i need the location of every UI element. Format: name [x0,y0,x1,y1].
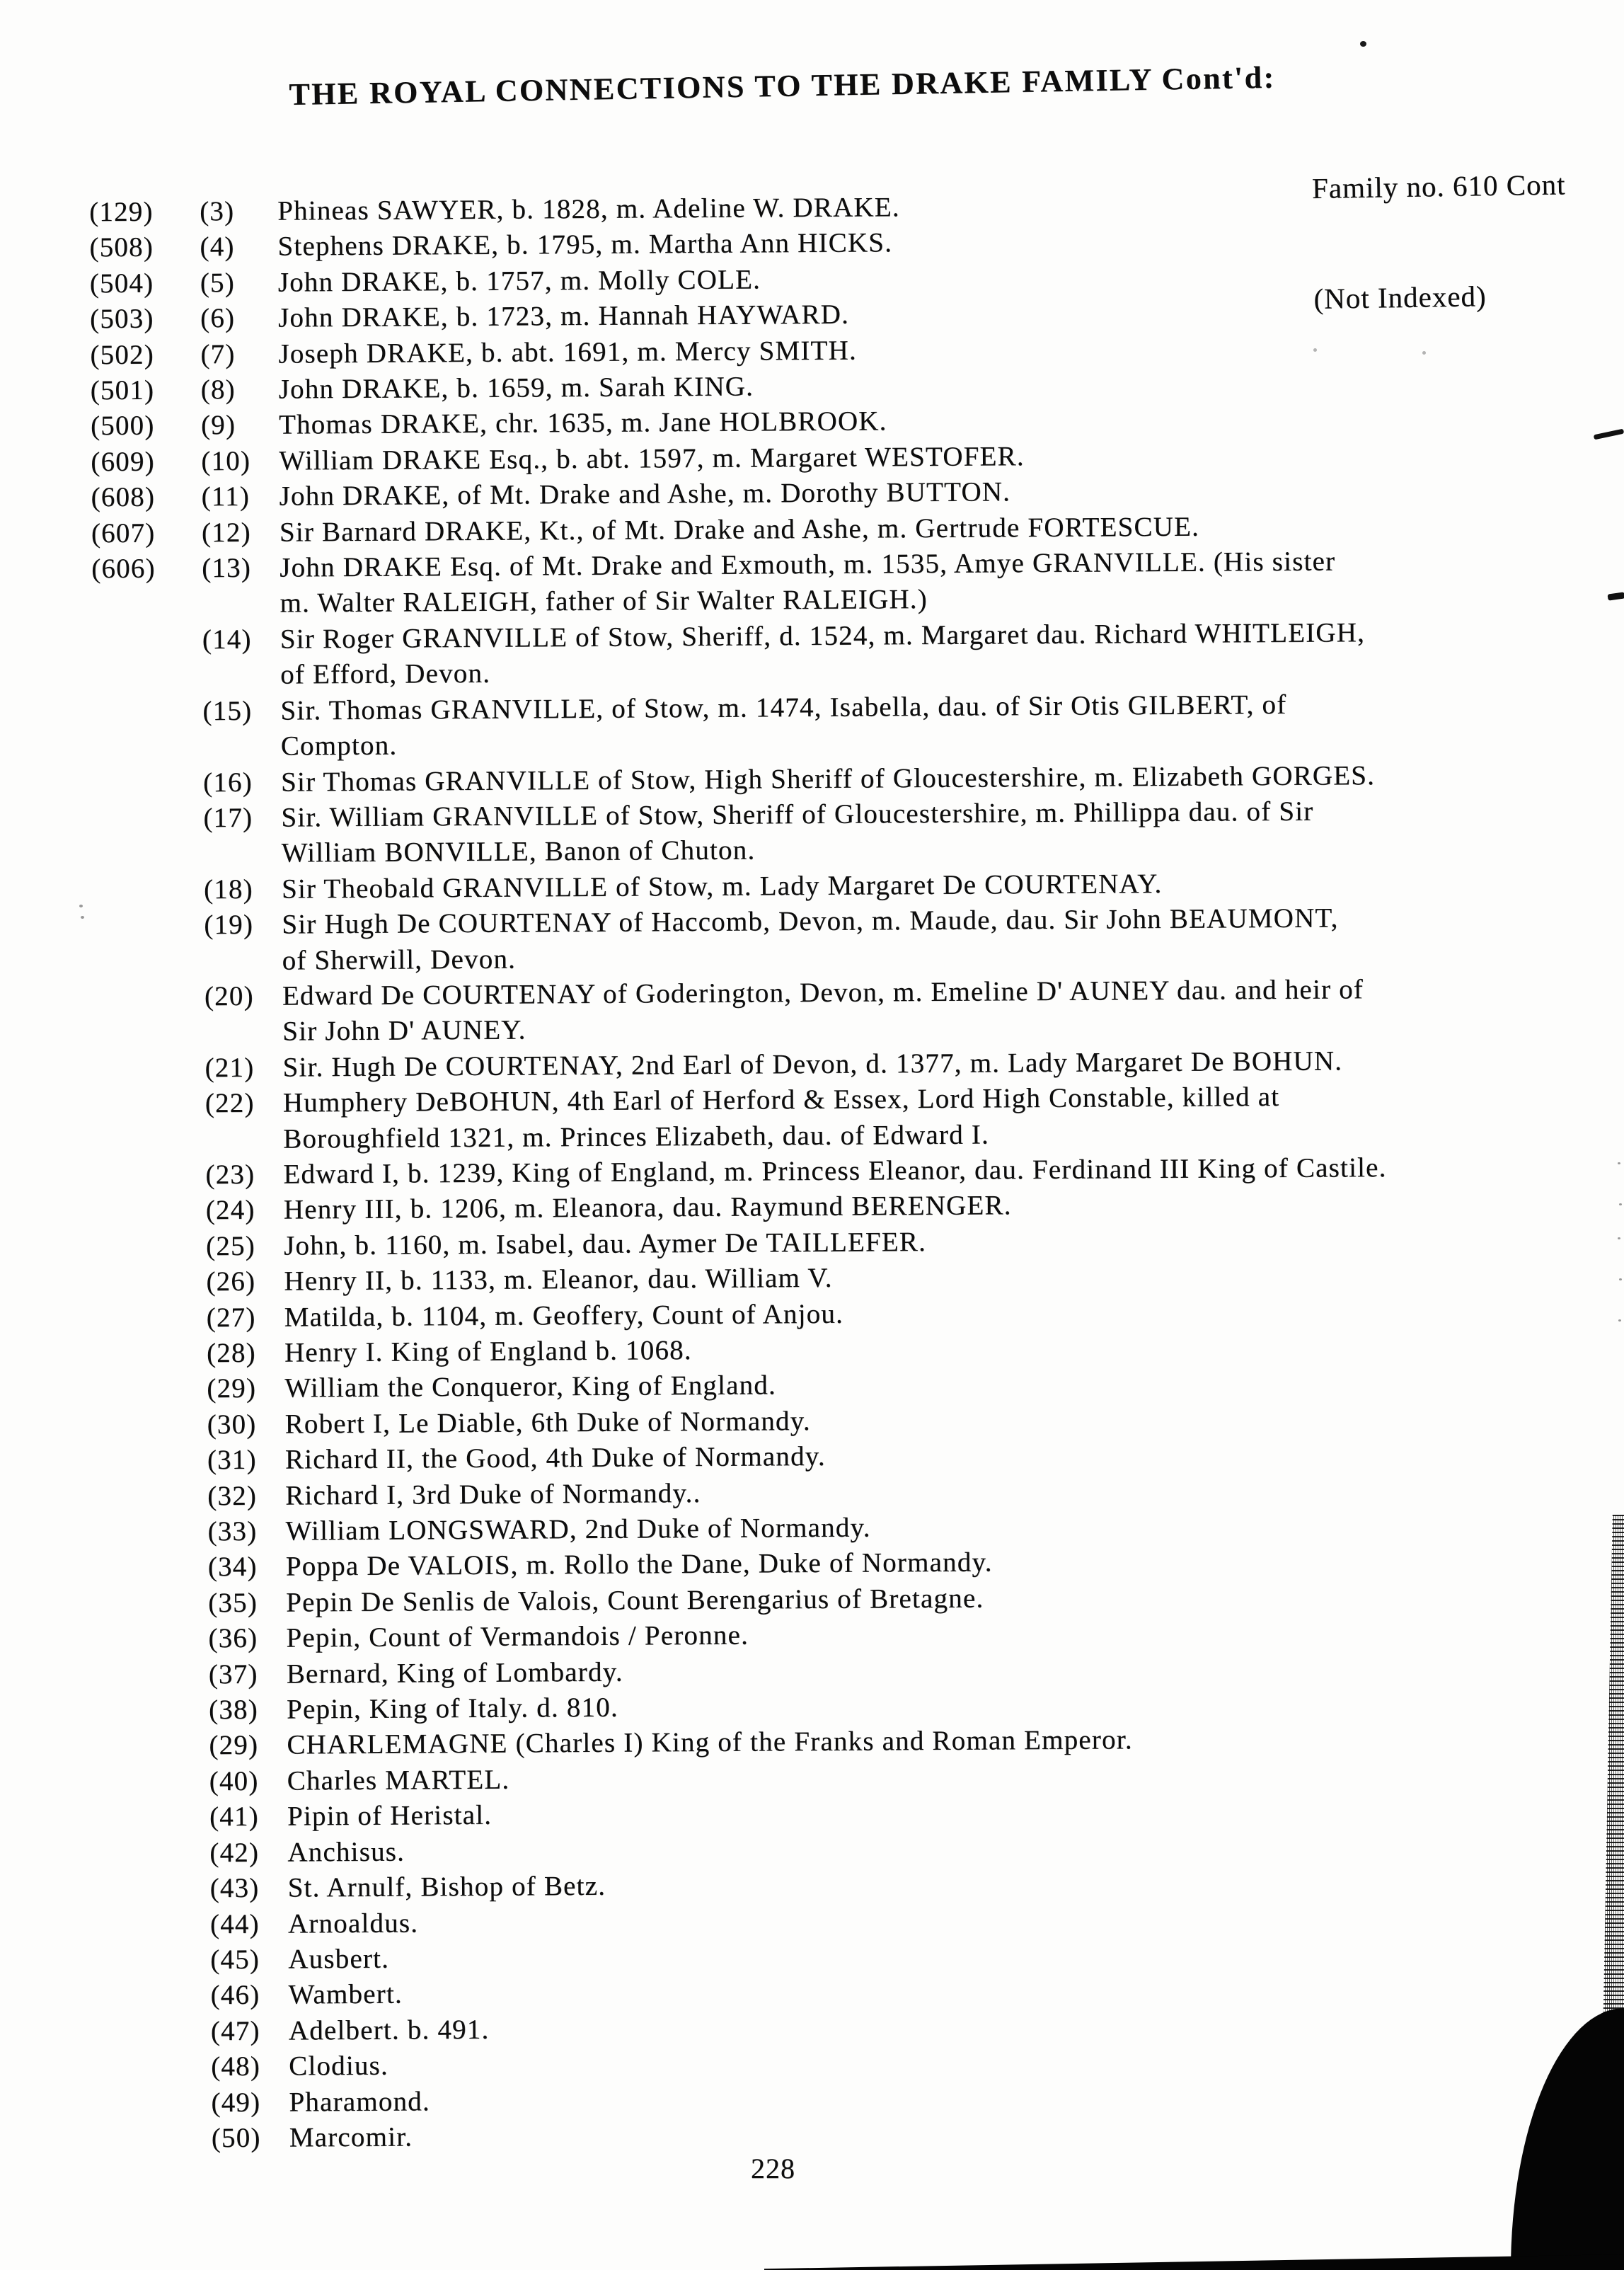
entry-text: Poppa De VALOIS, m. Rollo the Dane, Duke of Normandy. [285,1547,993,1583]
entry-ref-number [95,1086,205,1087]
entry-generation-number: (22) [205,1087,255,1119]
entry-text: William LONGSWARD, 2nd Duke of Normandy. [285,1512,871,1547]
entry-text: Adelbert. b. 491. [288,2014,490,2046]
entry-generation-number: (6) [200,303,236,334]
entry-ref-number [93,765,203,766]
entry-generation-number: (36) [208,1623,258,1654]
not-indexed-line: (Not Indexed) [1313,280,1487,315]
scan-speck [1618,1319,1621,1322]
entry-text: Joseph DRAKE, b. abt. 1691, m. Mercy SMITH. [278,335,857,369]
family-number-line: Family no. 610 Cont [1311,168,1566,205]
entry-generation-number: (11) [201,481,250,512]
entry-ref-number [100,1942,210,1943]
scan-speck [81,916,84,919]
entry-text: Charles MARTEL. [287,1764,510,1796]
entry-ref-number: (607) [91,517,156,549]
entry-ref-number [96,1264,206,1265]
entry-ref-number [93,907,204,908]
entry-generation-number: (37) [208,1658,258,1690]
entry-text: Pepin, King of Italy. d. 810. [286,1692,619,1725]
entry-ref-number [92,622,202,623]
entry-ref-number: (503) [89,303,154,335]
entry-generation-number: (27) [206,1302,256,1333]
entry-text: John, b. 1160, m. Isabel, dau. Aymer De TAILLEFER. [283,1226,927,1261]
entry-text: Sir Thomas GRANVILLE of Stow, High Sheriff of Gloucestershire, m. Elizabeth GORGES. [280,759,1376,798]
entry-generation-number: (20) [204,980,254,1012]
entry-ref-number [98,1621,208,1622]
entry-text: Pharamond. [289,2085,430,2118]
entry-text: Sir. Hugh De COURTENAY, 2nd Earl of Devon, d. 1377, m. Lady Margaret De BOHUN. [282,1045,1343,1083]
entry-ref-number [100,2049,211,2050]
entry-row [4,899,1624,980]
entry-generation-number: (12) [201,517,251,548]
entry-generation-number: (47) [210,2015,260,2046]
entry-generation-number: (38) [208,1694,258,1726]
entry-text: Phineas SAWYER, b. 1828, m. Adeline W. DRAKE. [277,192,900,227]
entry-ref-number: (500) [90,411,155,442]
entry-text: John DRAKE, b. 1723, m. Hannah HAYWARD. [277,299,850,333]
entry-generation-number: (16) [202,767,253,798]
entry-ref-number [98,1657,209,1658]
entry-text: Ausbert. [288,1943,390,1975]
entry-text: Henry III, b. 1206, m. Eleanora, dau. Raymund BERENGER. [283,1190,1012,1225]
scan-bottom-edge-shadow [764,2254,1624,2270]
entry-text: William the Conqueror, King of England. [284,1370,777,1404]
entry-generation-number: (48) [211,2051,261,2082]
entry-row [6,1077,1624,1159]
entry-text: Pepin, Count of Vermandois / Peronne. [286,1620,749,1653]
entry-generation-number: (15) [202,695,253,726]
entry-generation-number: (4) [200,231,235,263]
entry-text: Clodius. [289,2050,389,2082]
entry-generation-number: (40) [209,1765,259,1797]
genealogy-entry-list [0,185,1624,2157]
entry-row [2,542,1624,624]
entry-ref-number [100,1907,210,1908]
entry-text: John DRAKE, of Mt. Drake and Ashe, m. Dorothy BUTTON. [279,476,1011,512]
entry-text: Sir Theobald GRANVILLE of Stow, m. Lady Margaret De COURTENAY. [281,868,1163,905]
entry-generation-number: (7) [200,338,236,369]
scan-speck [1360,41,1366,47]
entry-generation-number: (44) [209,1908,260,1939]
entry-ref-number [95,1157,205,1158]
entry-text: Thomas DRAKE, chr. 1635, m. Jane HOLBROOK. [278,406,887,441]
scan-speck [1422,351,1426,355]
entry-generation-number: (3) [200,195,235,227]
entry-text: Sir Roger GRANVILLE of Stow, Sheriff, d. 1524, m. Margaret dau. Richard WHITLEIGH, of Efford, Devon. [280,617,1366,690]
scan-speck [1618,1237,1620,1239]
entry-generation-number: (26) [206,1266,256,1297]
entry-text: Marcomir. [289,2121,413,2153]
entry-ref-number [98,1692,209,1693]
page-title: THE ROYAL CONNECTIONS TO THE DRAKE FAMILY Cont'd: [289,59,1276,112]
entry-generation-number: (41) [209,1801,259,1833]
entry-generation-number: (24) [205,1195,255,1226]
entry-generation-number: (29) [207,1373,257,1404]
entry-generation-number: (35) [208,1587,258,1619]
entry-generation-number: (49) [211,2087,261,2118]
entry-ref-number: (501) [90,374,155,406]
scan-speck [1619,1203,1622,1205]
scan-speck [1618,1162,1620,1164]
entry-text: Matilda, b. 1104, m. Geoffery, Count of Anjou. [284,1298,844,1333]
entry-ref-number [100,1978,210,1979]
entry-ref-number [96,1300,207,1301]
entry-ref-number: (608) [91,481,156,513]
entry-ref-number [100,2085,211,2086]
entry-generation-number: (13) [202,552,252,584]
entry-generation-number: (45) [210,1944,260,1976]
entry-ref-number [99,1764,209,1765]
entry-ref-number [97,1514,207,1515]
entry-row [4,792,1624,873]
entry-text: Wambert. [288,1978,403,2010]
entry-generation-number: (8) [200,374,236,406]
entry-ref-number: (504) [89,268,154,299]
entry-generation-number: (43) [209,1872,260,1904]
entry-ref-number: (502) [90,339,154,370]
entry-text: Sir. William GRANVILLE of Stow, Sheriff of Gloucestershire, m. Phillippa dau. of Sir William BONVILLE, Banon of Chuton. [281,796,1314,869]
entry-ref-number [96,1193,206,1194]
entry-row [3,685,1624,767]
entry-generation-number: (14) [202,624,252,655]
entry-text: Pipin of Heristal. [287,1800,493,1832]
entry-text: Henry II, b. 1133, m. Eleanor, dau. William V. [284,1263,833,1297]
entry-text: Richard II, the Good, 4th Duke of Normandy. [284,1441,826,1475]
entry-text: Edward De COURTENAY of Goderington, Devon, m. Emeline D' AUNEY dau. and heir of Sir John D' AUNEY. [282,974,1364,1047]
entry-text: Richard I, 3rd Duke of Normandy.. [285,1477,701,1511]
entry-generation-number: (34) [207,1552,258,1583]
entry-text: William DRAKE Esq., b. abt. 1597, m. Margaret WESTOFER. [279,441,1025,476]
entry-ref-number: (129) [89,196,154,228]
entry-text: CHARLEMAGNE (Charles I) King of the Franks and Roman Emperor. [287,1724,1133,1761]
entry-text: St. Arnulf, Bishop of Betz. [287,1870,606,1903]
entry-text: Bernard, King of Lombardy. [286,1656,623,1690]
entry-generation-number: (25) [205,1230,255,1262]
entry-text: John DRAKE, b. 1659, m. Sarah KING. [278,371,754,405]
entry-generation-number: (31) [207,1445,257,1476]
entry-text: Pepin De Senlis de Valois, Count Berengarius of Bretagne. [286,1583,984,1618]
entry-ref-number [98,1550,208,1551]
entry-ref-number [93,872,204,873]
entry-generation-number: (33) [207,1515,258,1547]
entry-text: Henry I. King of England b. 1068. [284,1335,692,1368]
scan-speck [1619,1278,1622,1280]
entry-generation-number: (9) [200,410,236,441]
entry-row [5,970,1624,1052]
entry-generation-number: (50) [211,2122,261,2154]
entry-generation-number: (30) [207,1409,257,1440]
entry-row [3,614,1624,695]
entry-ref-number [96,1407,207,1408]
entry-ref-number [99,1835,209,1836]
entry-text: Sir. Thomas GRANVILLE, of Stow, m. 1474, Isabella, dau. of Sir Otis GILBERT, of Compton. [280,689,1287,762]
entry-text: Arnoaldus. [287,1907,419,1939]
entry-generation-number: (10) [201,445,251,477]
entry-generation-number: (29) [209,1730,259,1761]
entry-text: Anchisus. [287,1836,405,1868]
entry-generation-number: (46) [210,1980,260,2011]
entry-generation-number: (19) [204,909,254,941]
entry-text: Sir Barnard DRAKE, Kt., of Mt. Drake and Ashe, m. Gertrude FORTESCUE. [279,511,1200,548]
entry-generation-number: (42) [209,1837,260,1868]
entry-generation-number: (23) [205,1159,255,1191]
page-number: 228 [751,2153,795,2184]
entry-generation-number: (5) [200,267,235,299]
scan-speck [1313,348,1317,352]
entry-text: Humphery DeBOHUN, 4th Earl of Herford & Essex, Lord High Constable, killed at Boroughfield 1321, m. Princes Elizabeth, dau. of Edward I. [282,1082,1280,1154]
entry-text: Stephens DRAKE, b. 1795, m. Martha Ann HICKS. [277,227,893,263]
entry-generation-number: (18) [203,873,253,905]
entry-generation-number: (28) [206,1337,256,1369]
entry-text: Edward I, b. 1239, King of England, m. Princess Eleanor, dau. Ferdinand III King of Castile. [283,1152,1387,1190]
entry-ref-number [94,979,205,980]
entry-text: John DRAKE, b. 1757, m. Molly COLE. [277,264,761,298]
entry-generation-number: (32) [207,1480,258,1511]
scan-speck [79,905,83,907]
entry-ref-number: (606) [91,553,156,585]
entry-text: John DRAKE Esq. of Mt. Drake and Exmouth, m. 1535, Amye GRANVILLE. (His sister m. Walter RALEIGH, father of Sir Walter RALEIGH.) [280,546,1336,619]
entry-generation-number: (17) [203,802,253,834]
entry-generation-number: (21) [205,1052,255,1084]
entry-text: Robert I, Le Diable, 6th Duke of Normandy. [284,1405,811,1440]
entry-ref-number [99,1800,209,1801]
entry-ref-number: (508) [89,232,154,263]
entry-text: Sir Hugh De COURTENAY of Haccomb, Devon, m. Maude, dau. Sir John BEAUMONT, of Sherwill, Devon. [282,902,1339,976]
entry-ref-number [94,1050,205,1051]
entry-ref-number: (609) [91,446,155,478]
